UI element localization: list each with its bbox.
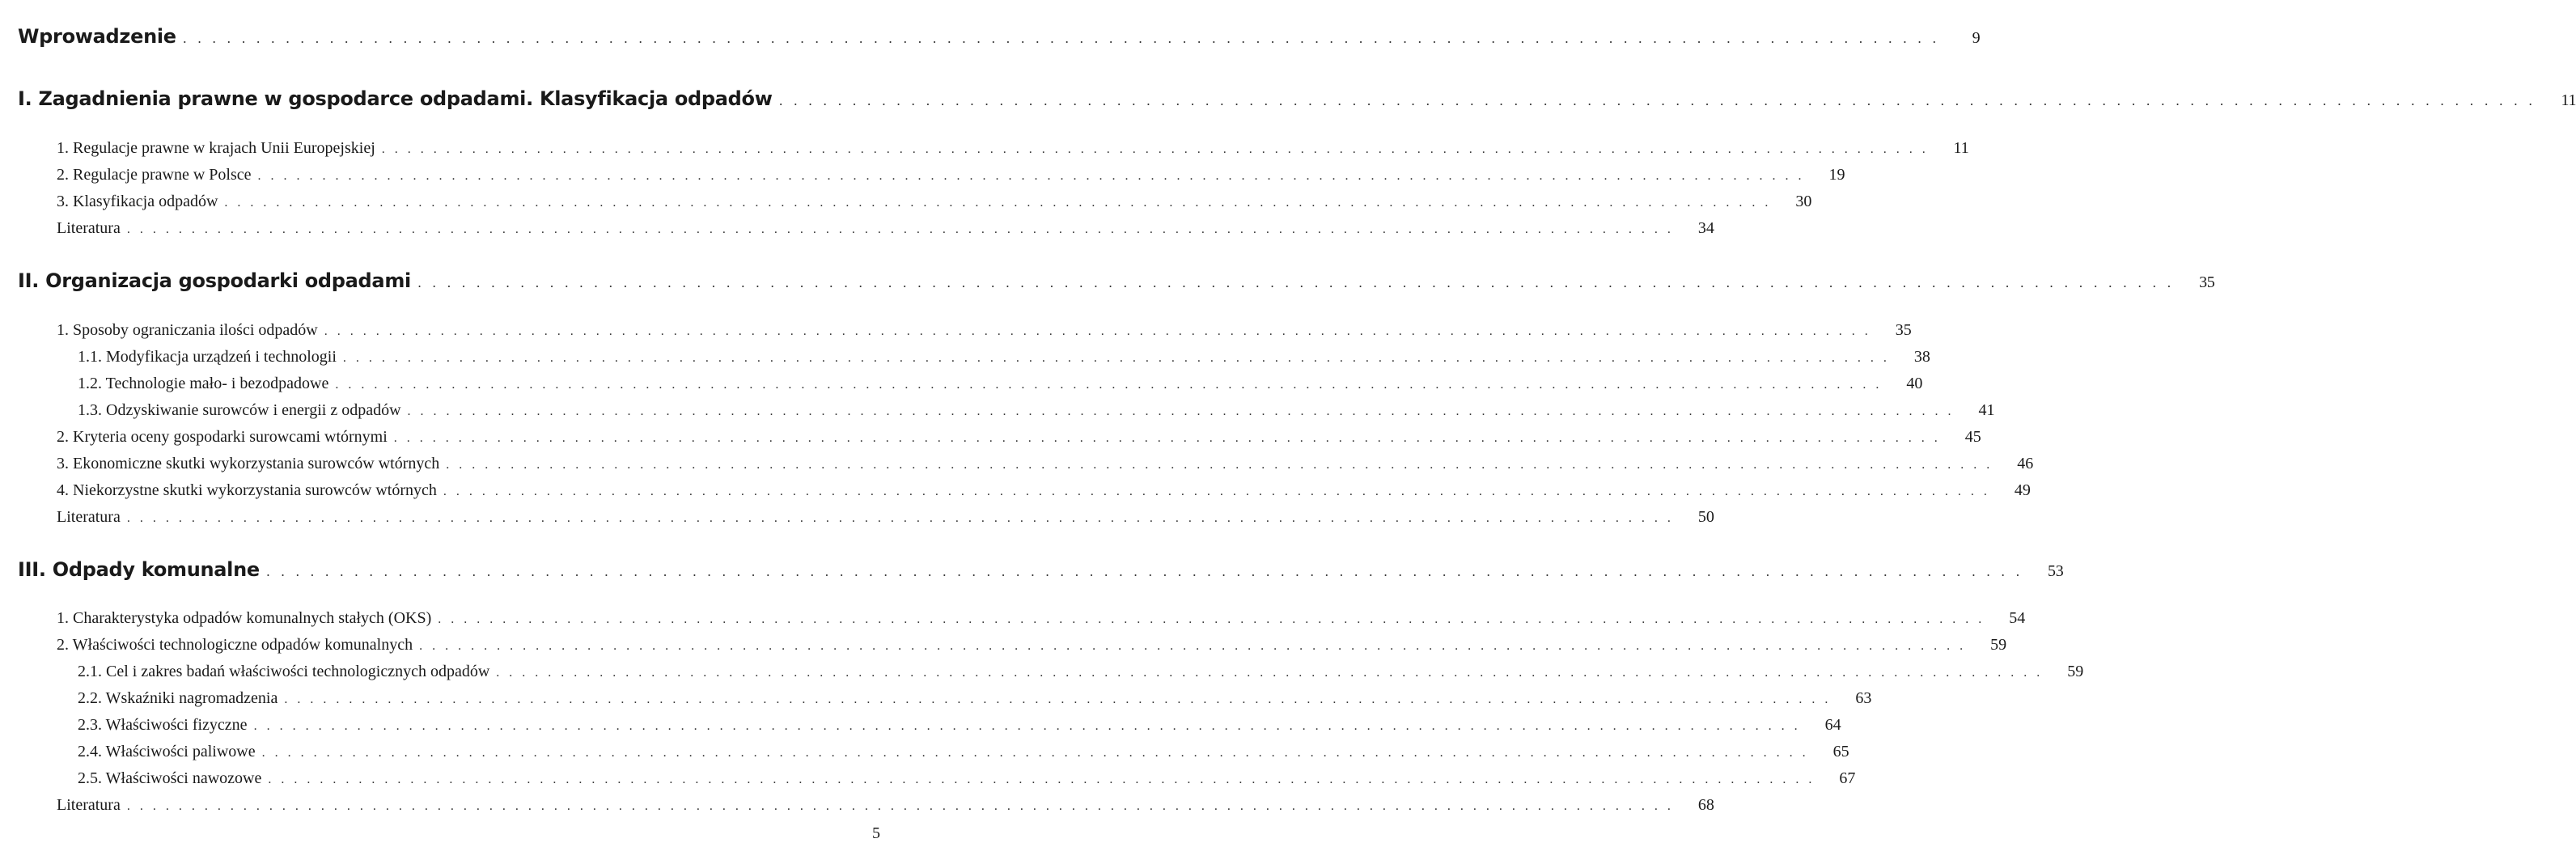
toc-section-entry[interactable] <box>78 689 1872 708</box>
dot-leader: . . . . . . . . . . . . . . . . . . . . . . . . . . . . . . . . . . . . . . . . . . . . . . . . . . . . . . . . . . . . . . . . . . . . . . . . . . . . . . . . . . . . . . . . . . . . . . . . . . . . . . . . . . . . . . . . . . . . . . . . <box>381 142 1929 156</box>
page-number: 5 <box>872 824 880 842</box>
toc-section-entry[interactable] <box>78 743 1849 761</box>
toc-entry-page: 64 <box>1824 716 1841 734</box>
toc-section-entry[interactable] <box>57 321 1912 340</box>
toc-section-entry[interactable] <box>78 375 1923 393</box>
toc-entry-page: 30 <box>1795 193 1812 210</box>
toc-entry-page: 65 <box>1832 743 1849 760</box>
toc-entry-page: 68 <box>1697 796 1714 814</box>
toc-section-entry[interactable] <box>78 348 1930 366</box>
dot-leader: . . . . . . . . . . . . . . . . . . . . . . . . . . . . . . . . . . . . . . . . . . . . . . . . . . . . . . . . . . . . . . . . . . . . . . . . . . . . . . . . . . . . . . . . . . . . . . . . . . . . . . . . . . . . . . . . . . . . . . . . <box>257 169 1805 183</box>
toc-chapter-entry[interactable] <box>18 558 2064 581</box>
toc-entry-page: 11 <box>1953 139 1969 157</box>
toc-section-entry[interactable] <box>57 219 1714 238</box>
toc-entry-page: 49 <box>2014 481 2031 499</box>
toc-entry-page: 19 <box>1828 166 1845 184</box>
toc-entry-page: 34 <box>1697 219 1714 237</box>
toc-entry-page: 45 <box>1964 428 1981 446</box>
dot-leader: . . . . . . . . . . . . . . . . . . . . . . . . . . . . . . . . . . . . . . . . . . . . . . . . . . . . . . . . . . . . . . . . . . . . . . . . . . . . . . . . . . . . . . . . . . . . . . . . . . . . . . . . . . . . . . . . . . . . . . . . <box>268 773 1815 786</box>
toc-entry-page: 63 <box>1855 689 1872 707</box>
toc-entry-title: 1. Charakterystyka odpadów komunalnych stałych (OKS) <box>57 609 432 627</box>
toc-entry-page: 11 <box>2561 91 2576 109</box>
toc-entry-title: Wprowadzenie <box>18 25 176 48</box>
toc-entry-title: Literatura <box>57 508 121 526</box>
toc-section-entry[interactable] <box>57 481 2031 500</box>
toc-entry-page: 41 <box>1978 401 1995 419</box>
dot-leader: . . . . . . . . . . . . . . . . . . . . . . . . . . . . . . . . . . . . . . . . . . . . . . . . . . . . . . . . . . . . . . . . . . . . . . . . . . . . . . . . . . . . . . . . . . . . . . . . . . . . . . . . . . . . . . . . . . . . . . . . <box>126 799 1674 813</box>
toc-entry-title: 1. Sposoby ograniczania ilości odpadów <box>57 321 318 339</box>
toc-entry-page: 40 <box>1906 375 1923 392</box>
toc-section-entry[interactable] <box>57 796 1714 815</box>
toc-entry-page: 35 <box>2199 273 2215 291</box>
toc-entry-title: 1.3. Odzyskiwanie surowców i energii z odpadów <box>78 401 401 419</box>
dot-leader: . . . . . . . . . . . . . . . . . . . . . . . . . . . . . . . . . . . . . . . . . . . . . . . . . . . . . . . . . . . . . . . . . . . . . . . . . . . . . . . . . . . . . . . . . . . . . . . . . . . . . . . . . . . . . . . . . . . . . . . . <box>182 31 1940 46</box>
toc-section-entry[interactable] <box>57 636 2007 654</box>
toc-entry-title: 2.3. Właściwości fizyczne <box>78 716 248 734</box>
dot-leader: . . . . . . . . . . . . . . . . . . . . . . . . . . . . . . . . . . . . . . . . . . . . . . . . . . . . . . . . . . . . . . . . . . . . . . . . . . . . . . . . . . . . . . . . . . . . . . . . . . . . . . . . . . . . . . . . . . . . . . . . <box>126 511 1674 525</box>
toc-entry-title: 2. Regulacje prawne w Polsce <box>57 166 252 184</box>
toc-entry-title: 1. Regulacje prawne w krajach Unii Europejskiej <box>57 139 375 157</box>
toc-section-entry[interactable] <box>57 193 1812 211</box>
dot-leader: . . . . . . . . . . . . . . . . . . . . . . . . . . . . . . . . . . . . . . . . . . . . . . . . . . . . . . . . . . . . . . . . . . . . . . . . . . . . . . . . . . . . . . . . . . . . . . . . . . . . . . . . . . . . . . . . . . . . . . . . <box>284 693 1832 706</box>
dot-leader: . . . . . . . . . . . . . . . . . . . . . . . . . . . . . . . . . . . . . . . . . . . . . . . . . . . . . . . . . . . . . . . . . . . . . . . . . . . . . . . . . . . . . . . . . . . . . . . . . . . . . . . . . . . . . . . . . . . . . . . . <box>324 324 1871 338</box>
toc-section-entry[interactable] <box>57 508 1714 527</box>
dot-leader: . . . . . . . . . . . . . . . . . . . . . . . . . . . . . . . . . . . . . . . . . . . . . . . . . . . . . . . . . . . . . . . . . . . . . . . . . . . . . . . . . . . . . . . . . . . . . . . . . . . . . . . . . . . . . . . . . . . . . . . . <box>778 93 2536 108</box>
toc-entry-page: 46 <box>2017 455 2034 472</box>
dot-leader: . . . . . . . . . . . . . . . . . . . . . . . . . . . . . . . . . . . . . . . . . . . . . . . . . . . . . . . . . . . . . . . . . . . . . . . . . . . . . . . . . . . . . . . . . . . . . . . . . . . . . . . . . . . . . . . . . . . . . . . . <box>253 719 1801 733</box>
dot-leader: . . . . . . . . . . . . . . . . . . . . . . . . . . . . . . . . . . . . . . . . . . . . . . . . . . . . . . . . . . . . . . . . . . . . . . . . . . . . . . . . . . . . . . . . . . . . . . . . . . . . . . . . . . . . . . . . . . . . . . . . <box>417 275 2175 290</box>
toc-entry-title: III. Odpady komunalne <box>18 558 260 581</box>
toc-entry-title: I. Zagadnienia prawne w gospodarce odpadami. Klasyfikacja odpadów <box>18 87 773 110</box>
toc-entry-title: Literatura <box>57 796 121 814</box>
toc-entry-page: 9 <box>1972 29 1981 47</box>
dot-leader: . . . . . . . . . . . . . . . . . . . . . . . . . . . . . . . . . . . . . . . . . . . . . . . . . . . . . . . . . . . . . . . . . . . . . . . . . . . . . . . . . . . . . . . . . . . . . . . . . . . . . . . . . . . . . . . . . . . . . . . . <box>443 485 1990 498</box>
dot-leader: . . . . . . . . . . . . . . . . . . . . . . . . . . . . . . . . . . . . . . . . . . . . . . . . . . . . . . . . . . . . . . . . . . . . . . . . . . . . . . . . . . . . . . . . . . . . . . . . . . . . . . . . . . . . . . . . . . . . . . . . <box>393 431 1941 445</box>
toc-section-entry[interactable] <box>57 455 2034 473</box>
toc-section-entry[interactable] <box>78 769 1856 788</box>
toc-section-entry[interactable] <box>57 609 2026 628</box>
dot-leader: . . . . . . . . . . . . . . . . . . . . . . . . . . . . . . . . . . . . . . . . . . . . . . . . . . . . . . . . . . . . . . . . . . . . . . . . . . . . . . . . . . . . . . . . . . . . . . . . . . . . . . . . . . . . . . . . . . . . . . . . <box>496 666 2044 680</box>
toc-entry-title: 1.1. Modyfikacja urządzeń i technologii <box>78 348 337 366</box>
toc-chapter-entry[interactable] <box>18 25 1981 48</box>
dot-leader: . . . . . . . . . . . . . . . . . . . . . . . . . . . . . . . . . . . . . . . . . . . . . . . . . . . . . . . . . . . . . . . . . . . . . . . . . . . . . . . . . . . . . . . . . . . . . . . . . . . . . . . . . . . . . . . . . . . . . . . . <box>446 458 1993 472</box>
toc-section-entry[interactable] <box>78 401 1995 420</box>
toc-entry-title: 2. Właściwości technologiczne odpadów komunalnych <box>57 636 413 654</box>
dot-leader: . . . . . . . . . . . . . . . . . . . . . . . . . . . . . . . . . . . . . . . . . . . . . . . . . . . . . . . . . . . . . . . . . . . . . . . . . . . . . . . . . . . . . . . . . . . . . . . . . . . . . . . . . . . . . . . . . . . . . . . . <box>126 222 1674 236</box>
toc-section-entry[interactable] <box>57 428 1981 447</box>
toc-entry-title: 2.2. Wskaźniki nagromadzenia <box>78 689 278 707</box>
toc-chapter-entry[interactable] <box>18 87 2576 110</box>
toc-entry-title: 2. Kryteria oceny gospodarki surowcami wtórnymi <box>57 428 388 446</box>
toc-section-entry[interactable] <box>57 166 1845 184</box>
toc-entry-page: 50 <box>1697 508 1714 526</box>
dot-leader: . . . . . . . . . . . . . . . . . . . . . . . . . . . . . . . . . . . . . . . . . . . . . . . . . . . . . . . . . . . . . . . . . . . . . . . . . . . . . . . . . . . . . . . . . . . . . . . . . . . . . . . . . . . . . . . . . . . . . . . . <box>335 378 1883 392</box>
toc-entry-page: 54 <box>2009 609 2026 627</box>
toc-entry-page: 38 <box>1913 348 1930 366</box>
toc-entry-title: 3. Ekonomiczne skutki wykorzystania surowców wtórnych <box>57 455 440 472</box>
dot-leader: . . . . . . . . . . . . . . . . . . . . . . . . . . . . . . . . . . . . . . . . . . . . . . . . . . . . . . . . . . . . . . . . . . . . . . . . . . . . . . . . . . . . . . . . . . . . . . . . . . . . . . . . . . . . . . . . . . . . . . . . <box>224 196 1772 210</box>
toc-entry-title: II. Organizacja gospodarki odpadami <box>18 269 411 292</box>
dot-leader: . . . . . . . . . . . . . . . . . . . . . . . . . . . . . . . . . . . . . . . . . . . . . . . . . . . . . . . . . . . . . . . . . . . . . . . . . . . . . . . . . . . . . . . . . . . . . . . . . . . . . . . . . . . . . . . . . . . . . . . . <box>261 746 1809 760</box>
toc-entry-title: 4. Niekorzystne skutki wykorzystania surowców wtórnych <box>57 481 437 499</box>
dot-leader: . . . . . . . . . . . . . . . . . . . . . . . . . . . . . . . . . . . . . . . . . . . . . . . . . . . . . . . . . . . . . . . . . . . . . . . . . . . . . . . . . . . . . . . . . . . . . . . . . . . . . . . . . . . . . . . . . . . . . . . . <box>419 639 1967 653</box>
toc-entry-title: Literatura <box>57 219 121 237</box>
toc-section-entry[interactable] <box>78 663 2084 681</box>
toc-entry-title: 2.5. Właściwości nawozowe <box>78 769 262 787</box>
toc-entry-page: 35 <box>1895 321 1912 339</box>
dot-leader: . . . . . . . . . . . . . . . . . . . . . . . . . . . . . . . . . . . . . . . . . . . . . . . . . . . . . . . . . . . . . . . . . . . . . . . . . . . . . . . . . . . . . . . . . . . . . . . . . . . . . . . . . . . . . . . . . . . . . . . . <box>342 351 1890 365</box>
toc-entry-title: 1.2. Technologie mało- i bezodpadowe <box>78 375 329 392</box>
toc-entry-page: 59 <box>2067 663 2084 680</box>
toc-entry-title: 3. Klasyfikacja odpadów <box>57 193 218 210</box>
toc-entry-page: 59 <box>1990 636 2007 654</box>
dot-leader: . . . . . . . . . . . . . . . . . . . . . . . . . . . . . . . . . . . . . . . . . . . . . . . . . . . . . . . . . . . . . . . . . . . . . . . . . . . . . . . . . . . . . . . . . . . . . . . . . . . . . . . . . . . . . . . . . . . . . . . . <box>407 405 1955 418</box>
toc-entry-page: 53 <box>2048 562 2064 580</box>
toc-entry-title: 2.1. Cel i zakres badań właściwości technologicznych odpadów <box>78 663 490 680</box>
toc-entry-page: 67 <box>1839 769 1856 787</box>
dot-leader: . . . . . . . . . . . . . . . . . . . . . . . . . . . . . . . . . . . . . . . . . . . . . . . . . . . . . . . . . . . . . . . . . . . . . . . . . . . . . . . . . . . . . . . . . . . . . . . . . . . . . . . . . . . . . . . . . . . . . . . . <box>265 564 2023 579</box>
dot-leader: . . . . . . . . . . . . . . . . . . . . . . . . . . . . . . . . . . . . . . . . . . . . . . . . . . . . . . . . . . . . . . . . . . . . . . . . . . . . . . . . . . . . . . . . . . . . . . . . . . . . . . . . . . . . . . . . . . . . . . . . <box>438 612 1985 626</box>
toc-section-entry[interactable] <box>57 139 1969 158</box>
toc-chapter-entry[interactable] <box>18 269 2215 292</box>
toc-entry-title: 2.4. Właściwości paliwowe <box>78 743 256 760</box>
toc-section-entry[interactable] <box>78 716 1841 735</box>
